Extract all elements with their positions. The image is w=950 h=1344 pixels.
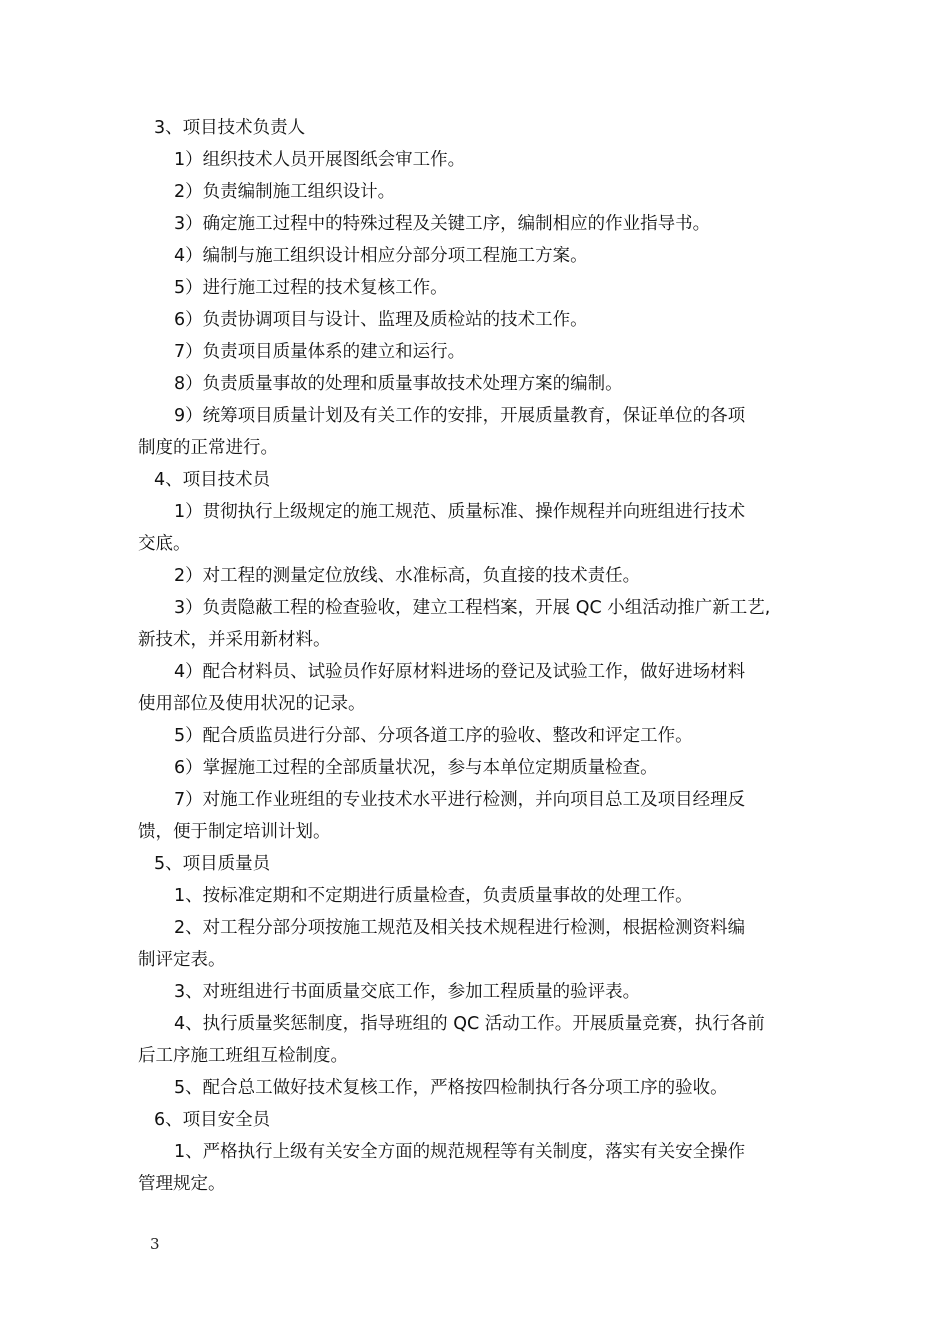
list-item: 4）配合材料员、试验员作好原材料进场的登记及试验工作，做好进场材料 bbox=[174, 662, 746, 682]
page-number: 3 bbox=[150, 1235, 160, 1253]
document-body bbox=[138, 112, 818, 1200]
list-item: 2）对工程的测量定位放线、水准标高，负直接的技术责任。 bbox=[174, 566, 641, 586]
list-item: 1、按标准定期和不定期进行质量检查，负责质量事故的处理工作。 bbox=[174, 886, 693, 906]
list-item: 3）负责隐蔽工程的检查验收，建立工程档案，开展 QC 小组活动推广新工艺, bbox=[174, 598, 771, 618]
list-item: 2）负责编制施工组织设计。 bbox=[174, 182, 396, 202]
list-item: 3、对班组进行书面质量交底工作，参加工程质量的验评表。 bbox=[174, 982, 641, 1002]
list-item-continuation: 管理规定。 bbox=[138, 1174, 226, 1194]
list-item-continuation: 制度的正常进行。 bbox=[138, 438, 278, 458]
section-heading: 6、项目安全员 bbox=[154, 1110, 271, 1130]
list-item: 1、严格执行上级有关安全方面的规范规程等有关制度，落实有关安全操作 bbox=[174, 1142, 746, 1162]
list-item: 8）负责质量事故的处理和质量事故技术处理方案的编制。 bbox=[174, 374, 623, 394]
list-item: 4）编制与施工组织设计相应分部分项工程施工方案。 bbox=[174, 246, 588, 266]
list-item: 7）对施工作业班组的专业技术水平进行检测，并向项目总工及项目经理反 bbox=[174, 790, 746, 810]
list-item-continuation: 交底。 bbox=[138, 534, 191, 554]
list-item-continuation: 后工序施工班组互检制度。 bbox=[138, 1046, 348, 1066]
list-item: 2、对工程分部分项按施工规范及相关技术规程进行检测，根据检测资料编 bbox=[174, 918, 746, 938]
list-item: 5）进行施工过程的技术复核工作。 bbox=[174, 278, 448, 298]
section-heading: 5、项目质量员 bbox=[154, 854, 271, 874]
section-heading: 4、项目技术员 bbox=[154, 470, 271, 490]
list-item-continuation: 馈，便于制定培训计划。 bbox=[138, 822, 331, 842]
list-item: 3）确定施工过程中的特殊过程及关键工序，编制相应的作业指导书。 bbox=[174, 214, 711, 234]
section-heading: 3、项目技术负责人 bbox=[154, 118, 306, 138]
list-item: 1）组织技术人员开展图纸会审工作。 bbox=[174, 150, 466, 170]
list-item: 7）负责项目质量体系的建立和运行。 bbox=[174, 342, 466, 362]
list-item: 6）掌握施工过程的全部质量状况，参与本单位定期质量检查。 bbox=[174, 758, 658, 778]
list-item: 6）负责协调项目与设计、监理及质检站的技术工作。 bbox=[174, 310, 588, 330]
list-item: 5、配合总工做好技术复核工作，严格按四检制执行各分项工序的验收。 bbox=[174, 1078, 728, 1098]
list-item: 1）贯彻执行上级规定的施工规范、质量标准、操作规程并向班组进行技术 bbox=[174, 502, 746, 522]
list-item: 9）统筹项目质量计划及有关工作的安排，开展质量教育，保证单位的各项 bbox=[174, 406, 746, 426]
list-item: 5）配合质监员进行分部、分项各道工序的验收、整改和评定工作。 bbox=[174, 726, 693, 746]
list-item-continuation: 新技术，并采用新材料。 bbox=[138, 630, 331, 650]
list-item-continuation: 制评定表。 bbox=[138, 950, 226, 970]
list-item: 4、执行质量奖惩制度，指导班组的 QC 活动工作。开展质量竞赛，执行各前 bbox=[174, 1014, 765, 1034]
list-item-continuation: 使用部位及使用状况的记录。 bbox=[138, 694, 366, 714]
